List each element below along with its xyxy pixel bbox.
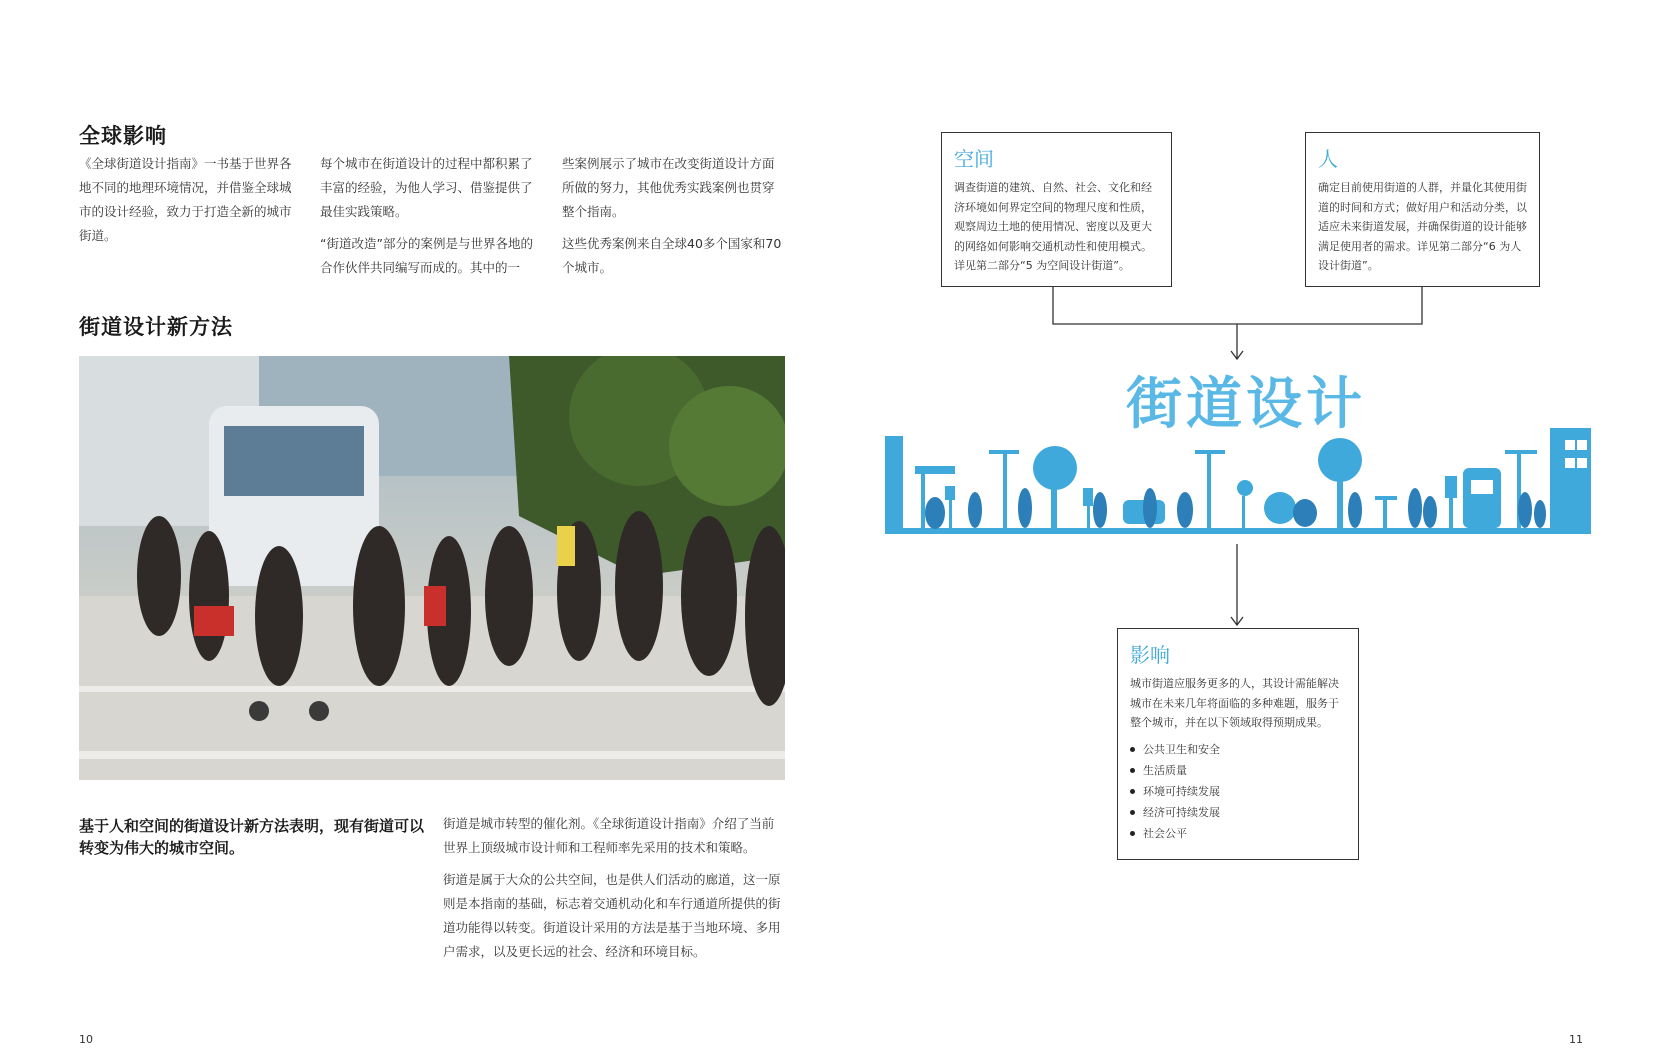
section-title-global-impact: 全球影响 [79, 124, 167, 148]
list-item: 经济可持续发展 [1130, 802, 1346, 823]
list-item: 生活质量 [1130, 760, 1346, 781]
page-number-left: 10 [79, 1033, 93, 1046]
column-1-text: 《全球街道设计指南》一书基于世界各地不同的地理环境情况，并借鉴全球城市的设计经验，致力于打造全新的城市街道。 [79, 156, 292, 243]
impact-list [1130, 739, 1346, 844]
section-title-new-approach: 街道设计新方法 [79, 315, 233, 339]
list-item: 社会公平 [1130, 823, 1346, 844]
impact-text: 城市街道应服务更多的人，其设计需能解决城市在未来几年将面临的多种难题，服务于整个城市，并在以下领域取得预期成果。 [1130, 677, 1339, 729]
impact-title: 影响 [1130, 643, 1170, 667]
center-title: 街道设计 [1126, 372, 1366, 437]
bullet-icon [1130, 789, 1135, 794]
column-2-paragraph-1: 每个城市在街道设计的过程中都积累了丰富的经验，为他人学习、借鉴提供了最佳实践策略。 [320, 156, 533, 219]
list-item: 公共卫生和安全 [1130, 739, 1346, 760]
column-2-paragraph-2: “街道改造”部分的案例是与世界各地的合作伙伴共同编写而成的。其中的一 [320, 236, 533, 275]
space-text: 调查街道的建筑、自然、社会、文化和经济环境如何界定空间的物理尺度和性质，观察周边土地的使用情况、密度以及更大的网络如何影响交通机动性和使用模式。详见第二部分“5 为空间设计街道”。 [954, 181, 1152, 272]
bullet-icon [1130, 768, 1135, 773]
lead-statement: 基于人和空间的街道设计新方法表明，现有街道可以转变为伟大的城市空间。 [79, 817, 425, 857]
bullet-icon [1130, 747, 1135, 752]
body-paragraph-2: 街道是属于大众的公共空间，也是供人们活动的廊道，这一原则是本指南的基础，标志着交通机动化和车行通道所提供的街道功能得以转变。街道设计采用的方法是基于当地环境、多用户需求，以及更长远的社会、经济和环境目标。 [443, 872, 781, 959]
people-text: 确定目前使用街道的人群，并量化其使用街道的时间和方式；做好用户和活动分类，以适应未来街道发展，并确保街道的设计能够满足使用者的需求。详见第二部分“6 为人设计街道”。 [1318, 181, 1527, 272]
body-paragraph-1: 街道是城市转型的催化剂。《全球街道设计指南》介绍了当前世界上顶级城市设计师和工程师率先采用的技术和策略。 [443, 816, 775, 855]
list-item: 环境可持续发展 [1130, 781, 1346, 802]
city-silhouette-illustration [885, 428, 1591, 536]
impact-box [1117, 628, 1359, 860]
bullet-icon [1130, 831, 1135, 836]
column-3-paragraph-1: 些案例展示了城市在改变街道设计方面所做的努力，其他优秀实践案例也贯穿整个指南。 [562, 156, 775, 219]
people-title: 人 [1318, 147, 1338, 171]
column-3-paragraph-2: 这些优秀案例来自全球40多个国家和70个城市。 [562, 236, 782, 275]
space-title: 空间 [954, 147, 994, 171]
bullet-icon [1130, 810, 1135, 815]
page-number-right: 11 [1569, 1033, 1583, 1046]
